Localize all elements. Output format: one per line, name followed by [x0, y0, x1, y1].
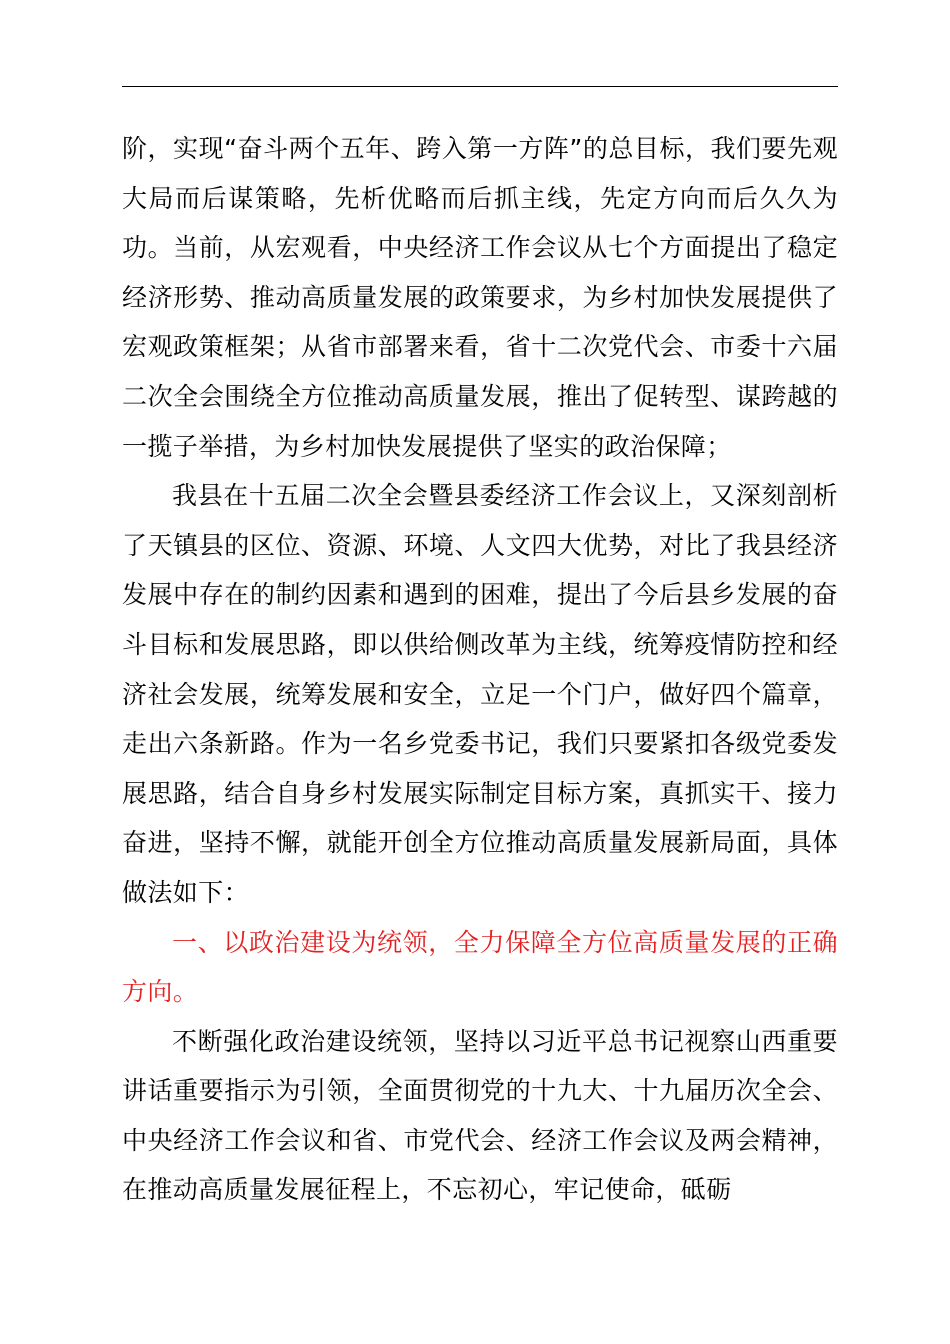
paragraph-county-plan: 我县在十五届二次全会暨县委经济工作会议上，又深刻剖析了天镇县的区位、资源、环境、人文四大优势，对比了我县经济发展中存在的制约因素和遇到的困难，提出了今后县乡发展的奋斗目标和发展思路，即以供给侧改革为主线，统筹疫情防控和经济社会发展，统筹发展和安全，立足一个门户，做好四个篇章，走出六条新路。作为一名乡党委书记，我们只要紧扣各级党委发展思路，结合自身乡村发展实际制定目标方案，真抓实干、接力奋进，坚持不懈，就能开创全方位推动高质量发展新局面，具体做法如下：: [122, 481, 838, 907]
paragraph-continuation: 阶，实现“奋斗两个五年、跨入第一方阵”的总目标，我们要先观大局而后谋策略，先析优略而后抓主线，先定方向而后久久为功。当前，从宏观看，中央经济工作会议从七个方面提出了稳定经济形势、推动高质量发展的政策要求，为乡村加快发展提供了宏观政策框架；从省市部署来看，省十二次党代会、市委十六届二次全会围绕全方位推动高质量发展，推出了促转型、谋跨越的一揽子举措，为乡村加快发展提供了坚实的政治保障；: [122, 134, 838, 461]
header-rule: [122, 86, 838, 87]
paragraph-political-construction: 不断强化政治建设统领，坚持以习近平总书记视察山西重要讲话重要指示为引领，全面贯彻党的十九大、十九届历次全会、中央经济工作会议和省、市党代会、经济工作会议及两会精神，在推动高质量发展征程上，不忘初心，牢记使命，砥砺: [122, 1026, 838, 1205]
document-body: [122, 124, 838, 1215]
section-heading-1: 一、以政治建设为统领，全力保障全方位高质量发展的正确方向。: [122, 927, 838, 1007]
